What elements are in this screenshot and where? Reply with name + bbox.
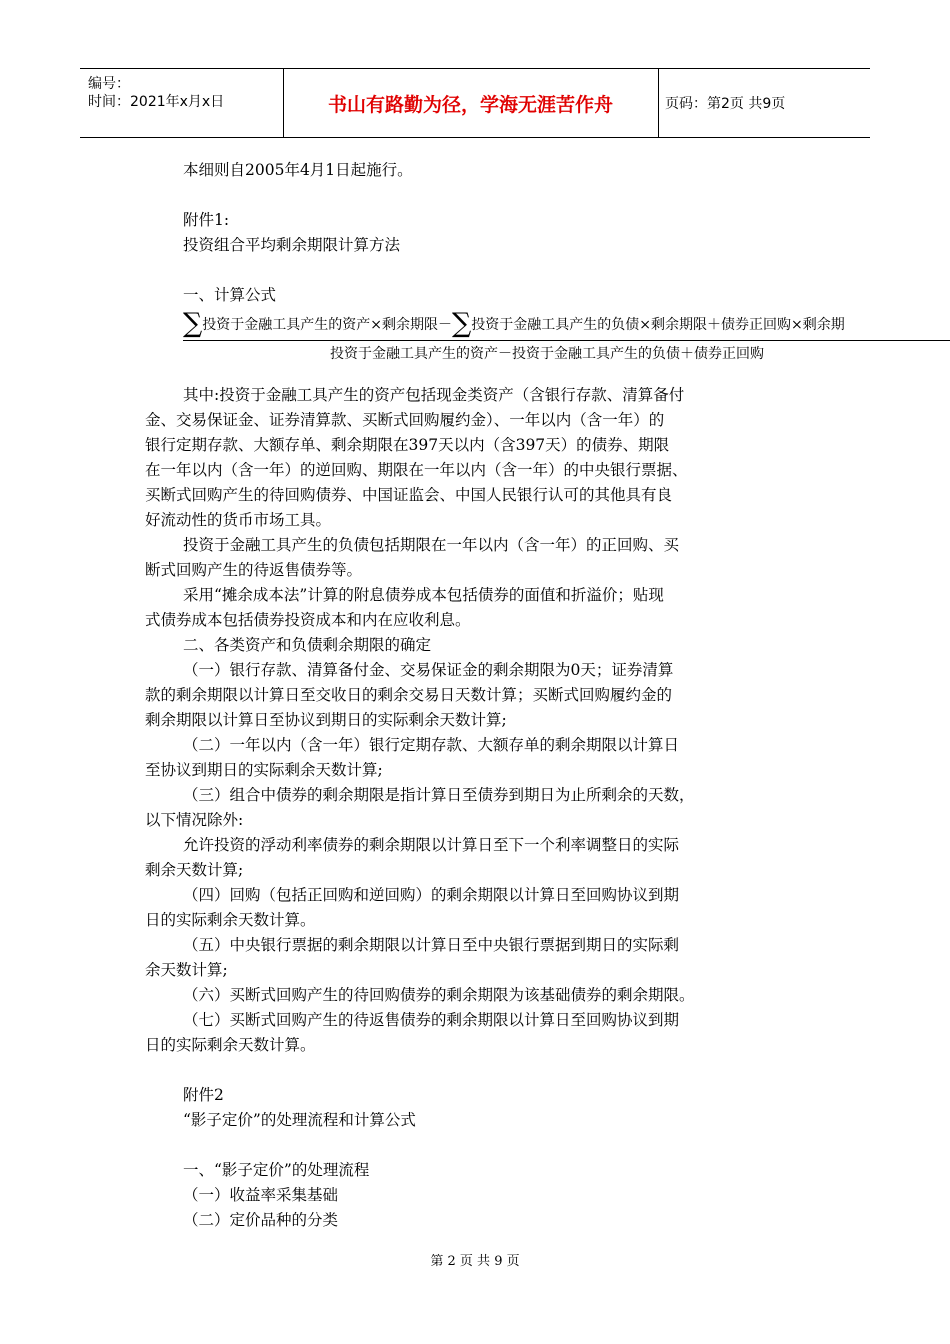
- paragraph-line: 日的实际剩余天数计算。: [145, 1036, 316, 1054]
- paragraph-line: （三）组合中债券的剩余期限是指计算日至债券到期日为止所剩余的天数，: [183, 786, 695, 804]
- paragraph-line: 日的实际剩余天数计算。: [145, 911, 316, 929]
- paragraph-line: （四）回购（包括正回购和逆回购）的剩余期限以计算日至回购协议到期: [183, 886, 680, 904]
- subsection-heading: （一）收益率采集基础: [183, 1186, 339, 1204]
- paragraph-line: 银行定期存款、大额存单、剩余期限在397天以内（含397天）的债券、期限: [145, 436, 670, 454]
- header-page-label: 页码：第2页 共9页: [665, 96, 786, 112]
- paragraph-line: 以下情况除外:: [145, 811, 244, 829]
- paragraph-line: 式债券成本包括债券投资成本和内在应收利息。: [145, 611, 471, 629]
- attachment2-title: 附件2: [183, 1086, 224, 1104]
- subsection-heading: （二）定价品种的分类: [183, 1211, 339, 1229]
- sigma-symbol: ∑: [183, 310, 203, 339]
- section-heading: 一、“影子定价”的处理流程: [183, 1161, 370, 1179]
- paragraph-line: 允许投资的浮动利率债券的剩余期限以计算日至下一个利率调整日的实际: [183, 836, 680, 854]
- paragraph-line: 剩余天数计算;: [145, 861, 244, 879]
- attachment1-title: 附件1:: [183, 211, 230, 229]
- paragraph-line: 好流动性的货币市场工具。: [145, 511, 332, 529]
- paragraph-line: （七）买断式回购产生的待返售债券的剩余期限以计算日至回购协议到期: [183, 1011, 680, 1029]
- paragraph-line: （一）银行存款、清算备付金、交易保证金的剩余期限为0天；证券清算: [183, 661, 674, 679]
- paragraph-line: 余天数计算;: [145, 961, 228, 979]
- section1-heading: 一、计算公式: [183, 286, 277, 304]
- paragraph-line: （六）买断式回购产生的待回购债券的剩余期限为该基础债券的剩余期限。: [183, 986, 695, 1004]
- section2-heading: 二、各类资产和负债剩余期限的确定: [183, 636, 432, 654]
- sigma-symbol: ∑: [452, 310, 472, 339]
- date-label: 时间：2021年x月x日: [88, 94, 225, 110]
- effective-date: 本细则自2005年4月1日起施行。: [183, 161, 413, 179]
- header-meta: [80, 69, 284, 137]
- formula-numerator: [183, 310, 950, 341]
- paragraph-line: 买断式回购产生的待回购债券、中国证监会、中国人民银行认可的其他具有良: [145, 486, 673, 504]
- attachment1-name: 投资组合平均剩余期限计算方法: [183, 236, 401, 254]
- attachment2-name: “影子定价”的处理流程和计算公式: [183, 1111, 416, 1129]
- code-label: 编号：: [88, 76, 130, 92]
- numerator-part-b: 投资于金融工具产生的负债×剩余期限＋债券正回购×剩余期: [471, 317, 845, 333]
- header-motto: 书山有路勤为径，学海无涯苦作舟: [283, 69, 659, 137]
- paragraph-line: 在一年以内（含一年）的逆回购、期限在一年以内（含一年）的中央银行票据、: [145, 461, 688, 479]
- numerator-part-a: 投资于金融工具产生的资产×剩余期限－: [202, 317, 453, 333]
- paragraph-line: 金、交易保证金、证券清算款、买断式回购履约金）、一年以内（含一年）的: [145, 411, 665, 429]
- paragraph-line: 投资于金融工具产生的负债包括期限在一年以内（含一年）的正回购、买: [183, 536, 680, 554]
- page-header: [80, 68, 870, 138]
- formula-denominator: 投资于金融工具产生的资产－投资于金融工具产生的负债＋债券正回购: [330, 346, 764, 362]
- paragraph-line: 剩余期限以计算日至协议到期日的实际剩余天数计算;: [145, 711, 507, 729]
- paragraph-line: 断式回购产生的待返售债券等。: [145, 561, 363, 579]
- paragraph-line: （五）中央银行票据的剩余期限以计算日至中央银行票据到期日的实际剩: [183, 936, 680, 954]
- page-footer: 第 2 页 共 9 页: [430, 1254, 520, 1269]
- paragraph-line: 款的剩余期限以计算日至交收日的剩余交易日天数计算；买断式回购履约金的: [145, 686, 673, 704]
- paragraph-line: 其中:投资于金融工具产生的资产包括现金类资产（含银行存款、清算备付: [183, 386, 685, 404]
- paragraph-line: （二）一年以内（含一年）银行定期存款、大额存单的剩余期限以计算日: [183, 736, 680, 754]
- paragraph-line: 采用“摊余成本法”计算的附息债券成本包括债券的面值和折溢价；贴现: [183, 586, 664, 604]
- paragraph-line: 至协议到期日的实际剩余天数计算;: [145, 761, 383, 779]
